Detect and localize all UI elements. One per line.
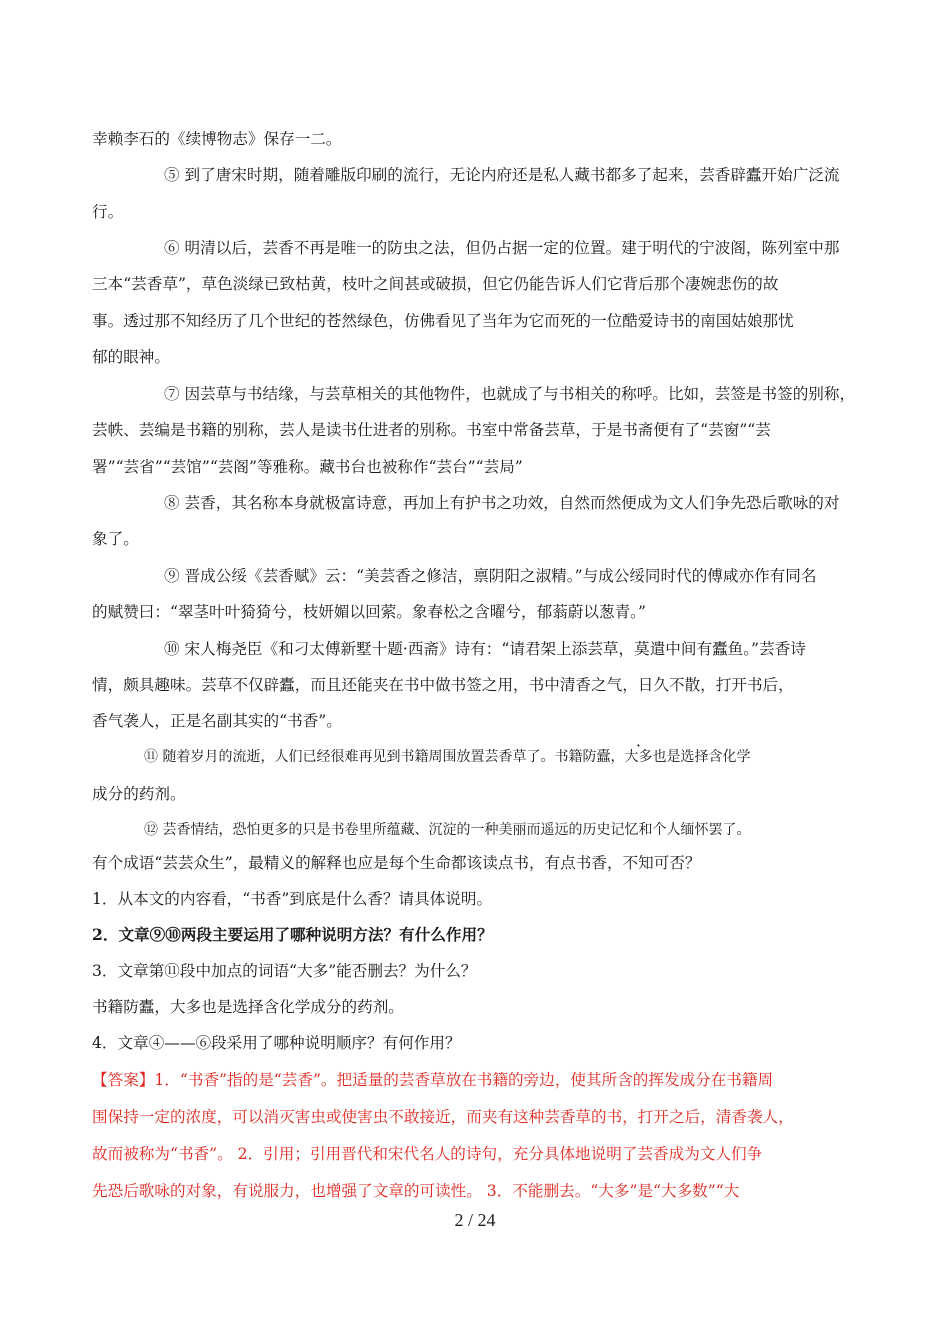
text-line: 三本“芸香草”，草色淡绿已致枯黄，枝叶之间甚或破损，但它仍能告诉人们它背后那个凄婉悲伤的故 [92, 275, 779, 293]
answer-line: 故而被称为“书香”。 2．引用；引用晋代和宋代名人的诗句，充分具体地说明了芸香成为文人们争 [92, 1145, 763, 1163]
text-line: 香气袭人，正是名副其实的“书香”。 [92, 712, 342, 730]
answer-line: 【答案】1．“书香”指的是“芸香”。把适量的芸香草放在书籍的旁边，使其所含的挥发成分在书籍周 [92, 1071, 774, 1089]
text-line: 情，颇具趣味。芸草不仅辟蠹，而且还能夹在书中做书签之用，书中清香之气，日久不散，打开书后， [92, 676, 794, 694]
emphasis-dotted-word: 大多 [624, 749, 653, 765]
paragraph-11-text: ⑪ 随着岁月的流逝，人们已经很难再见到书籍周围放置芸香草了。书籍防蠹， [144, 749, 625, 765]
paragraph-5-line: ⑤ 到了唐宋时期，随着雕版印刷的流行，无论内府还是私人藏书都多了起来，芸香辟蠹开始广泛流 [164, 166, 840, 184]
text-line: 行。 [92, 203, 124, 221]
question-1: 1．从本文的内容看，“书香”到底是什么香？请具体说明。 [92, 890, 493, 908]
text-line: 署”“芸省”“芸馆”“芸阁”等雅称。藏书台也被称作“芸台”“芸局” [92, 458, 523, 476]
text-line: 有个成语“芸芸众生”，最精义的解释也应是每个生命都该读点书，有点书香，不知可否？ [92, 854, 701, 872]
question-3: 3．文章第⑪段中加点的词语“大多”能否删去？为什么？ [92, 962, 477, 980]
paragraph-10-line: ⑩ 宋人梅尧臣《和刁太傅新墅十题·西斋》诗有：“请君架上添芸草，莫遣中间有蠹鱼。”芸香诗 [164, 640, 806, 658]
paragraph-11-text-end: 也是选择含化学 [652, 749, 751, 765]
text-line: 成分的药剂。 [92, 785, 186, 803]
paragraph-6-line: ⑥ 明清以后，芸香不再是唯一的防虫之法，但仍占据一定的位置。建于明代的宁波阁，陈列室中那 [164, 239, 840, 257]
page-number: 2 / 24 [454, 1210, 496, 1230]
text-line: 的赋赞曰：“翠茎叶叶猗猗兮，枝妍媚以回萦。象春松之含曜兮，郁蓊蔚以葱青。” [92, 603, 646, 621]
paragraph-7-line: ⑦ 因芸草与书结缘，与芸草相关的其他物件，也就成了与书相关的称呼。比如，芸签是书签的别称， [164, 385, 856, 403]
question-4: 4．文章④——⑥段采用了哪种说明顺序？有何作用？ [92, 1034, 461, 1052]
text-line: 象了。 [92, 530, 139, 548]
paragraph-11-line [144, 746, 750, 768]
paragraph-9-line: ⑨ 晋成公绥《芸香赋》云：“美芸香之修洁，禀阴阳之淑精。”与成公绥同时代的傅咸亦作有同名 [164, 567, 817, 585]
text-line: 事。透过那不知经历了几个世纪的苍然绿色，仿佛看见了当年为它而死的一位酷爱诗书的南国姑娘那忧 [92, 312, 794, 330]
answer-line: 围保持一定的浓度，可以消灭害虫或使害虫不敢接近，而夹有这种芸香草的书，打开之后，清香袭人， [92, 1108, 794, 1126]
answer-line: 先恐后歌咏的对象，有说服力，也增强了文章的可读性。 3．不能删去。“大多”是“大多数”“大 [92, 1182, 740, 1200]
question-2: 2．文章⑨⑩两段主要运用了哪种说明方法？有什么作用？ [92, 925, 493, 944]
text-line: 幸赖李石的《续博物志》保存一二。 [92, 130, 342, 148]
text-line: 芸帙、芸编是书籍的别称，芸人是读书仕进者的别称。书室中常备芸草，于是书斋便有了“芸窗”“芸 [92, 421, 771, 439]
paragraph-12-line: ⑫ 芸香情结，恐怕更多的只是书卷里所蕴藏、沉淀的一种美丽而遥远的历史记忆和个人缅怀罢了。 [144, 822, 751, 838]
question-3-quote: 书籍防蠹，大多也是选择含化学成分的药剂。 [92, 998, 404, 1016]
paragraph-8-line: ⑧ 芸香，其名称本身就极富诗意，再加上有护书之功效，自然而然便成为文人们争先恐后歌咏的对 [164, 494, 840, 512]
text-line: 郁的眼神。 [92, 348, 170, 366]
